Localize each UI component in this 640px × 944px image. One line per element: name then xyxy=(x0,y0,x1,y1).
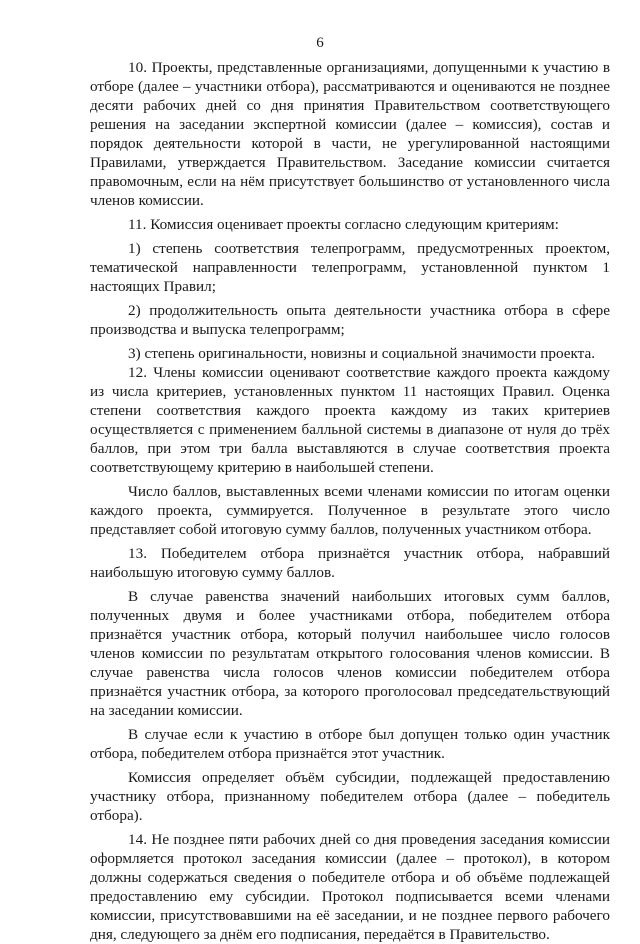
paragraph-subsidy-amount: Комиссия определяет объём субсидии, подлежащей предоставлению участнику отбора, признанному победителем отбора (далее – победитель отбора). xyxy=(90,769,610,824)
paragraph-item-10: 10. Проекты, представленные организациями, допущенными к участию в отборе (далее – участники отбора), рассматриваются и оцениваются не позднее десяти рабочих дней со дня принятия Правительством соответствующего решения на заседании экспертной комиссии (далее – комиссия), состав и порядок деятельности которой в части, не урегулированной настоящими Правилами, утверждается Правительством. Заседание комиссии считается правомочным, если на нём присутствует большинство от установленного числа членов комиссии. xyxy=(90,59,610,209)
paragraph-single-participant: В случае если к участию в отборе был допущен только один участник отбора, победителем отбора признаётся этот участник. xyxy=(90,726,610,762)
paragraph-tie-break: В случае равенства значений наибольших итоговых сумм баллов, полученных двумя и более участниками отбора, победителем отбора признаётся участник отбора, который получил наибольшее число голосов членов комиссии по результатам открытого голосования членов комиссии. В случае равенства числа голосов членов комиссии победителем отбора признаётся участник отбора, за которого проголосовал председательствующий на заседании комиссии. xyxy=(90,588,610,719)
criterion-1: 1) степень соответствия телепрограмм, предусмотренных проектом, тематической направленности телепрограмм, установленной пунктом 1 настоящих Правил; xyxy=(90,240,610,295)
paragraph-score-sum: Число баллов, выставленных всеми членами комиссии по итогам оценки каждого проекта, суммируется. Полученное в результате этого число представляет собой итоговую сумму баллов, полученных участником отбора. xyxy=(90,483,610,538)
paragraph-item-12: 12. Члены комиссии оценивают соответствие каждого проекта каждому из числа критериев, установленных пунктом 11 настоящих Правил. Оценка степени соответствия каждого проекта каждому из таких критериев осуществляется с применением балльной системы в диапазоне от нуля до трёх баллов, при этом три балла выставляются в случае соответствия проекта соответствующему критерию в наибольшей степени. xyxy=(90,364,610,476)
criterion-3: 3) степень оригинальности, новизны и социальной значимости проекта. xyxy=(128,345,596,362)
paragraph-item-14: 14. Не позднее пяти рабочих дней со дня проведения заседания комиссии оформляется протокол заседания комиссии (далее – протокол), в котором должны содержаться сведения о победителе отбора и об объёме подлежащей предоставлению ему субсидии. Протокол подписывается всеми членами комиссии, присутствовавшими на её заседании, и не позднее первого рабочего дня, следующего за днём его подписания, передаётся в Правительство. xyxy=(90,831,610,943)
paragraph-item-11: 11. Комиссия оценивает проекты согласно следующим критериям: xyxy=(128,216,559,233)
paragraph-item-13: 13. Победителем отбора признаётся участник отбора, набравший наибольшую итоговую сумму баллов. xyxy=(90,545,610,581)
page-number: 6 xyxy=(316,35,324,51)
document-body xyxy=(90,58,610,944)
criterion-2: 2) продолжительность опыта деятельности участника отбора в сфере производства и выпуска телепрограмм; xyxy=(90,302,610,338)
